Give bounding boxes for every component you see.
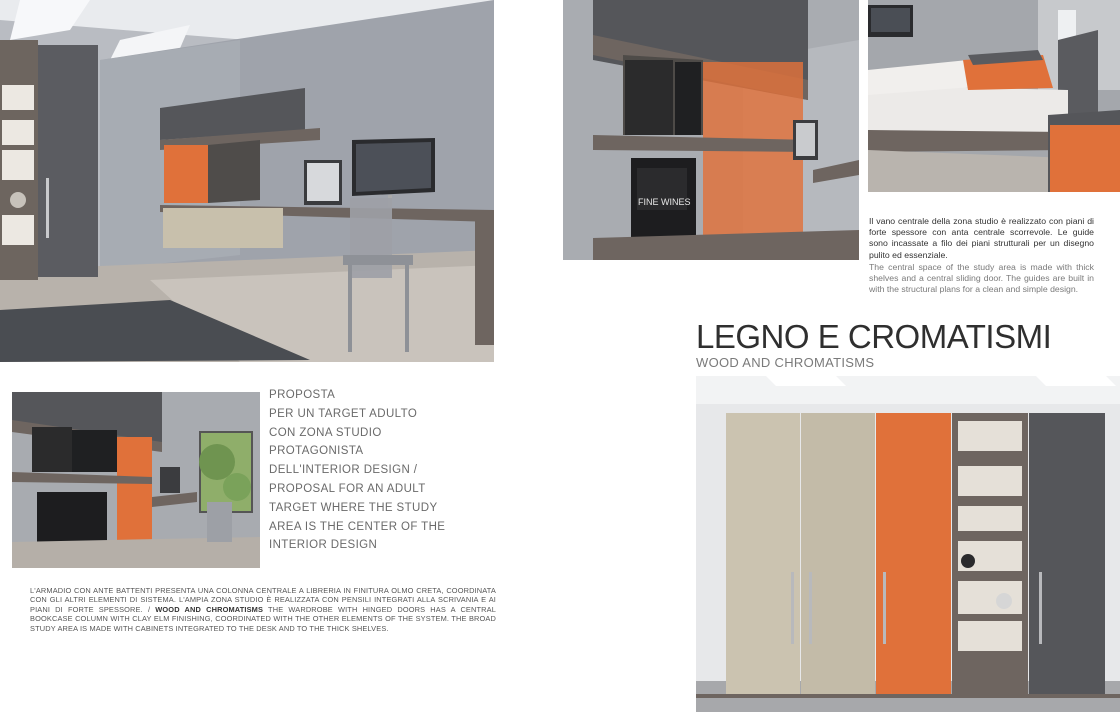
study-detail-photo [12,392,260,568]
page-subtitle: WOOD AND CHROMATISMS [696,355,875,370]
proposal-line: PROPOSTA [269,389,336,401]
proposal-line: AREA IS THE CENTER OF THE [269,520,446,533]
study-caption-english: The central space of the study area is made with thick shelves and a central sliding door. The guides are built in with the structural plans for a clean and simple design. [869,262,1094,295]
caption-italian: L'ARMADIO CON ANTE BATTENTI PRESENTA UNA COLONNA CENTRALE A LIBRERIA IN FINITURA OLMO CRETA, COORDINATA CON GLI ALTRI ELEMENTI DI SISTEMA. L'AMPIA ZONA STUDIO È REALIZZATA CON PENSILI INTEGRATI ALLA SCRIVANIA E AI PIANI DI FORTE SPESSORE. / [30,586,496,614]
proposal-line: PROPOSAL FOR AN ADULT [269,482,426,495]
caption-english: THE WARDROBE WITH HINGED DOORS HAS A CENTRAL BOOKCASE COLUMN WITH CLAY ELM FINISHING, COORDINATED WITH THE OTHER ELEMENTS OF THE SYSTEM. THE BROAD STUDY AREA IS MADE WITH CABINETS INTEGRATED TO THE DESK AND TO THE THICK SHELVES. [30,604,496,633]
proposal-text [269,386,449,555]
proposal-line: TARGET WHERE THE STUDY [269,501,438,514]
bedroom-photo [868,0,1120,192]
study-caption-italian: Il vano centrale della zona studio è realizzato con piani di forte spessore con anta centrale scorrevole. Le guide sono incassate a filo dei piani strutturali per un disegno pulito ed essenziale. [869,216,1094,260]
proposal-line: CON ZONA STUDIO [269,426,382,439]
proposal-line: INTERIOR DESIGN [269,539,378,552]
book-spine-text: FINE WINES [638,197,691,207]
wardrobe-photo [696,376,1120,712]
proposal-line: PROTAGONISTA [269,445,364,458]
caption-heading: WOOD AND CHROMATISMS [155,604,264,614]
study-room-photo [0,0,494,362]
shelves-closeup-photo [563,0,859,260]
proposal-line: PER UN TARGET ADULTO [269,407,418,420]
proposal-line: DELL'INTERIOR DESIGN / [269,464,418,477]
page-title: LEGNO E CROMATISMI [696,318,1052,355]
wardrobe-caption [30,586,496,633]
